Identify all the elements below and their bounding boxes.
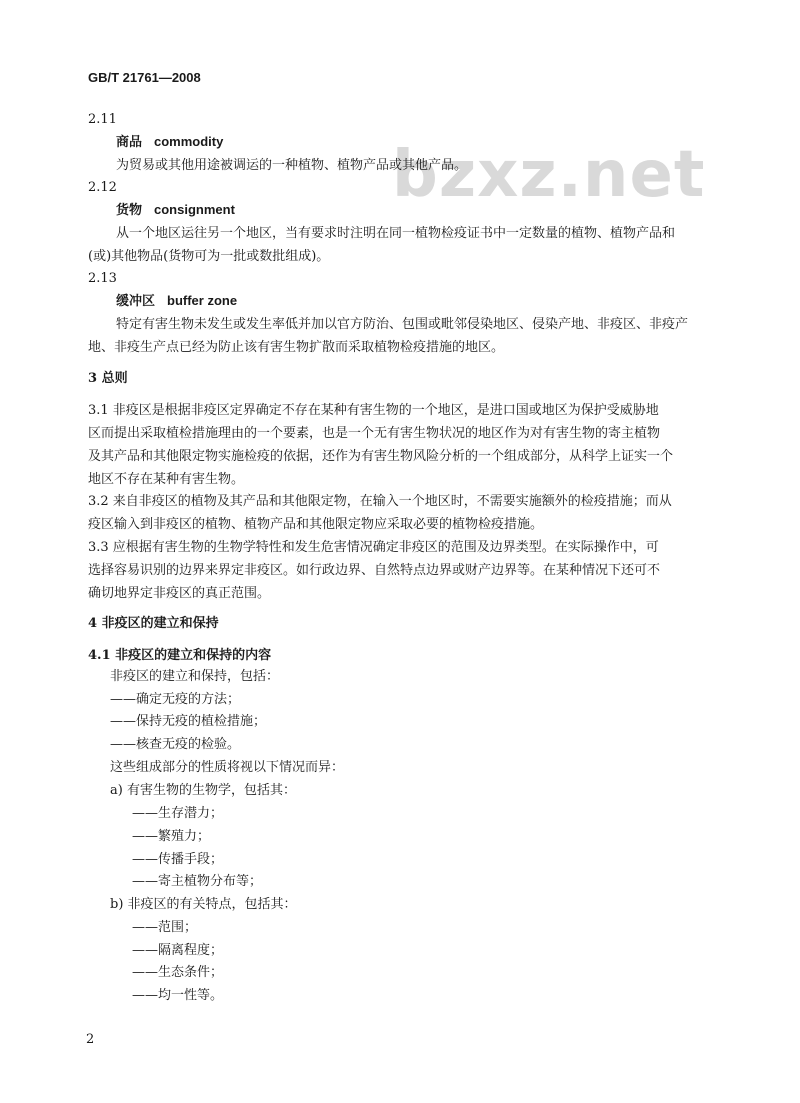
definition-line: 特定有害生物未发生或发生率低并加以官方防治、包围或毗邻侵染地区、侵染产地、非疫区、非疫产 — [116, 317, 689, 332]
paragraph-line: 确切地界定非疫区的真正范围。 — [88, 586, 271, 601]
list-item: ——寄主植物分布等； — [132, 874, 263, 889]
term-chinese: 货物 — [116, 203, 143, 218]
paragraph-line: 3.1 非疫区是根据非疫区定界确定不存在某种有害生物的一个地区，是进口国或地区为保护受威胁地 — [88, 403, 659, 418]
list-label: b) 非疫区的有关特点，包括其： — [110, 897, 297, 912]
definition-line: 从一个地区运往另一个地区，当有要求时注明在同一植物检疫证书中一定数量的植物、植物产品和 — [116, 226, 676, 241]
list-item: ——范围； — [132, 920, 198, 935]
list-item: ——核查无疫的检验。 — [110, 737, 241, 752]
clause-number: 2.12 — [88, 180, 117, 195]
definition-line: (或)其他物品(货物可为一批或数批组成)。 — [88, 249, 330, 264]
term-entry — [116, 202, 235, 219]
paragraph-line: 区而提出采取植检措施理由的一个要素，也是一个无有害生物状况的地区作为对有害生物的寄主植物 — [88, 426, 661, 441]
paragraph-line: 疫区输入到非疫区的植物、植物产品和其他限定物应采取必要的植物检疫措施。 — [88, 517, 544, 532]
term-chinese: 缓冲区 — [116, 294, 156, 309]
watermark: bzxz.net — [392, 138, 706, 212]
subsection-title: 4.1 非疫区的建立和保持的内容 — [88, 648, 272, 663]
list-item: ——传播手段； — [132, 852, 224, 867]
term-english: consignment — [154, 202, 235, 217]
term-entry — [116, 134, 223, 151]
paragraph-line: 3.3 应根据有害生物的生物学特性和发生危害情况确定非疫区的范围及边界类型。在实际操作中，可 — [88, 540, 659, 555]
paragraph-line: 这些组成部分的性质将视以下情况而异： — [110, 760, 345, 775]
paragraph-line: 3.2 来自非疫区的植物及其产品和其他限定物，在输入一个地区时，不需要实施额外的检疫措施；而从 — [88, 494, 672, 509]
term-chinese: 商品 — [116, 135, 143, 150]
clause-number: 2.11 — [88, 112, 117, 127]
definition-line: 地、非疫生产点已经为防止该有害生物扩散而采取植物检疫措施的地区。 — [88, 340, 505, 355]
term-english: buffer zone — [167, 293, 238, 308]
paragraph-line: 及其产品和其他限定物实施检疫的依据，还作为有害生物风险分析的一个组成部分，从科学上证实一个 — [88, 449, 674, 464]
list-item: ——生态条件； — [132, 965, 224, 980]
list-item: ——隔离程度； — [132, 943, 224, 958]
term-english: commodity — [154, 134, 224, 149]
list-item: ——确定无疫的方法； — [110, 692, 241, 707]
section-title: 4 非疫区的建立和保持 — [88, 616, 219, 631]
term-entry — [116, 293, 237, 310]
section-title: 3 总则 — [88, 371, 128, 386]
definition-line: 为贸易或其他用途被调运的一种植物、植物产品或其他产品。 — [116, 158, 468, 173]
clause-number: 2.13 — [88, 271, 117, 286]
list-item: ——保持无疫的植检措施； — [110, 714, 267, 729]
list-label: a) 有害生物的生物学，包括其： — [110, 783, 296, 798]
list-item: ——生存潜力； — [132, 806, 224, 821]
list-item: ——均一性等。 — [132, 988, 224, 1003]
paragraph-line: 地区不存在某种有害生物。 — [88, 472, 245, 487]
paragraph-line: 非疫区的建立和保持，包括： — [110, 669, 280, 684]
standard-code: GB/T 21761—2008 — [88, 70, 201, 85]
page-number: 2 — [86, 1032, 95, 1047]
list-item: ——繁殖力； — [132, 829, 211, 844]
paragraph-line: 选择容易识别的边界来界定非疫区。如行政边界、自然特点边界或财产边界等。在某种情况下还可不 — [88, 563, 661, 578]
